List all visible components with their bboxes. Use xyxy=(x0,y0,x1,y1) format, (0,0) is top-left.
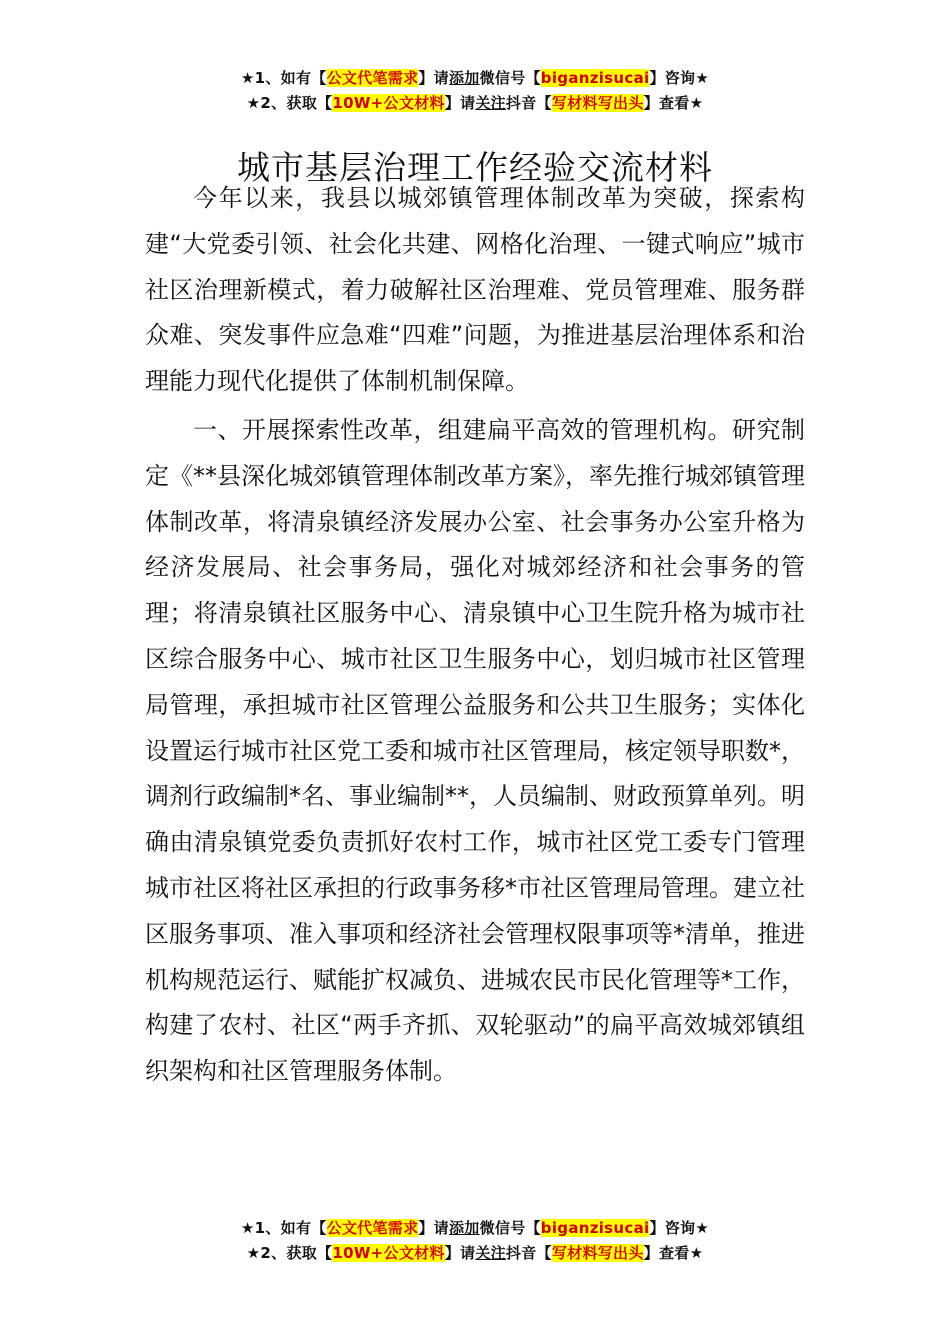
promo-text: 】请 xyxy=(418,69,449,87)
promo-underline: 关注 xyxy=(475,94,506,112)
promo-highlight: 10W+公文材料 xyxy=(332,94,445,112)
promo-text: 】咨询★ xyxy=(649,1219,710,1237)
document-title: 城市基层治理工作经验交流材料 xyxy=(237,148,713,188)
promo-text: 】查看★ xyxy=(643,94,704,112)
promo-underline: 添加 xyxy=(448,69,480,87)
promo-text: 抖音【 xyxy=(505,1244,552,1262)
promo-text: 抖音【 xyxy=(505,94,552,112)
promo-highlight: biganzisucai xyxy=(540,1219,650,1237)
promo-text: ★1、如有【 xyxy=(240,69,327,87)
promo-text: 】请 xyxy=(444,1244,476,1262)
promo-text: 】请 xyxy=(418,1219,449,1237)
promo-text: 微信号【 xyxy=(479,1219,541,1237)
promo-text: 】请 xyxy=(444,94,476,112)
promo-text: ★1、如有【 xyxy=(240,1219,327,1237)
promo-banner-bottom xyxy=(0,1216,950,1266)
promo-text: 微信号【 xyxy=(479,69,541,87)
promo-highlight: biganzisucai xyxy=(540,69,650,87)
promo-underline: 关注 xyxy=(475,1244,506,1262)
promo-highlight: 10W+公文材料 xyxy=(332,1244,445,1262)
promo-text: 】咨询★ xyxy=(649,69,710,87)
promo-line-2 xyxy=(0,1241,950,1266)
promo-highlight: 写材料写出头 xyxy=(551,1244,644,1262)
promo-banner-top xyxy=(0,66,950,116)
promo-text: ★2、获取【 xyxy=(246,1244,333,1262)
promo-highlight: 写材料写出头 xyxy=(551,94,644,112)
promo-underline: 添加 xyxy=(448,1219,480,1237)
promo-highlight: 公文代笔需求 xyxy=(326,1219,419,1237)
promo-line-2 xyxy=(0,91,950,116)
paragraph-intro: 今年以来，我县以城郊镇管理体制改革为突破，探索构建“大党委引领、社会化共建、网格化治理、一键式响应”城市社区治理新模式，着力破解社区治理难、党员管理难、服务群众难、突发事件应急难“四难”问题，为推进基层治理体系和治理能力现代化提供了体制机制保障。 xyxy=(145,184,805,396)
promo-line-1 xyxy=(0,66,950,91)
promo-text: ★2、获取【 xyxy=(246,94,333,112)
promo-highlight: 公文代笔需求 xyxy=(326,69,419,87)
promo-line-1 xyxy=(0,1216,950,1241)
promo-text: 】查看★ xyxy=(643,1244,704,1262)
paragraph-section-1: 一、开展探索性改革，组建扁平高效的管理机构。研究制定《**县深化城郊镇管理体制改革方案》，率先推行城郊镇管理体制改革，将清泉镇经济发展办公室、社会事务办公室升格为经济发展局、社会事务局，强化对城郊经济和社会事务的管理；将清泉镇社区服务中心、清泉镇中心卫生院升格为城市社区综合服务中心、城市社区卫生服务中心，划归城市社区管理局管理，承担城市社区管理公益服务和公共卫生服务；实体化设置运行城市社区党工委和城市社区管理局，核定领导职数*，调剂行政编制*名、事业编制**，人员编制、财政预算单列。明确由清泉镇党委负责抓好农村工作，城市社区党工委专门管理城市社区将社区承担的行政事务移*市社区管理局管理。建立社区服务事项、准入事项和经济社会管理权限事项等*清单，推进机构规范运行、赋能扩权减负、进城农民市民化管理等*工作，构建了农村、社区“两手齐抓、双轮驱动”的扁平高效城郊镇组织架构和社区管理服务体制。 xyxy=(145,416,805,1086)
